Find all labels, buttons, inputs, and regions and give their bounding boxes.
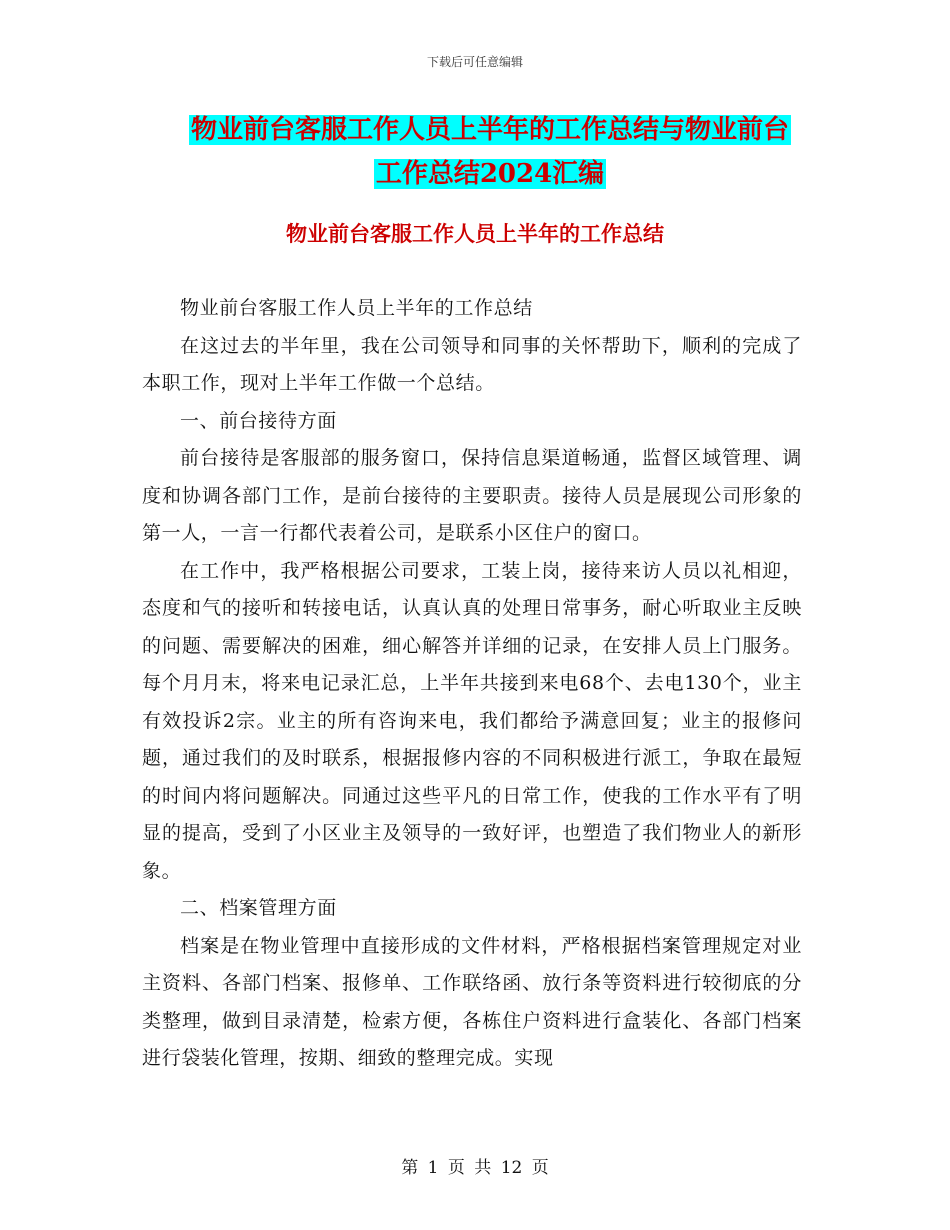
document-title-line-2: 工作总结2024汇编 xyxy=(375,159,605,189)
paragraph-heading: 一、前台接待方面 xyxy=(180,409,337,432)
paragraph: 在工作中，我严格根据公司要求，工装上岗，接待来访人员以礼相迎，态度和气的接听和转接电话，认真认真的处理日常事务，耐心听取业主反映的问题、需要解决的困难，细心解答并详细的记录，在安排人员上门服务。每个月月末，将来电记录汇总，上半年共接到来电68个、去电130个，业主有效投诉2宗。业主的所有咨询来电，我们都给予满意回复；业主的报修问题，通过我们的及时联系，根据报修内容的不同积极进行派工，争取在最短的时间内将问题解决。同通过这些平凡的日常工作，使我的工作水平有了明显的提高，受到了小区业主及领导的一致好评，也塑造了我们物业人的新形象。 xyxy=(142,559,802,882)
page-number: 第 1 页 共 12 页 xyxy=(401,1158,549,1178)
paragraph: 档案是在物业管理中直接形成的文件材料，严格根据档案管理规定对业主资料、各部门档案、报修单、工作联络函、放行条等资料进行较彻底的分类整理，做到目录清楚，检索方便，各栋住户资料进行盒装化、各部门档案进行袋装化管理，按期、细致的整理完成。实现 xyxy=(142,934,802,1069)
document-title xyxy=(140,108,840,196)
paragraph: 前台接待是客服部的服务窗口，保持信息渠道畅通，监督区域管理、调度和协调各部门工作，是前台接待的主要职责。接待人员是展现公司形象的第一人，一言一行都代表着公司，是联系小区住户的窗口。 xyxy=(142,447,802,544)
section-title: 物业前台客服工作人员上半年的工作总结 xyxy=(286,221,664,246)
paragraph: 物业前台客服工作人员上半年的工作总结 xyxy=(180,297,533,319)
document-title-line-1: 物业前台客服工作人员上半年的工作总结与物业前台 xyxy=(190,115,789,145)
header-note: 下载后可任意编辑 xyxy=(426,55,523,69)
document-body xyxy=(142,290,802,1078)
paragraph-heading: 二、档案管理方面 xyxy=(180,897,337,919)
paragraph: 在这过去的半年里，我在公司领导和同事的关怀帮助下，顺利的完成了本职工作，现对上半年工作做一个总结。 xyxy=(142,334,802,394)
